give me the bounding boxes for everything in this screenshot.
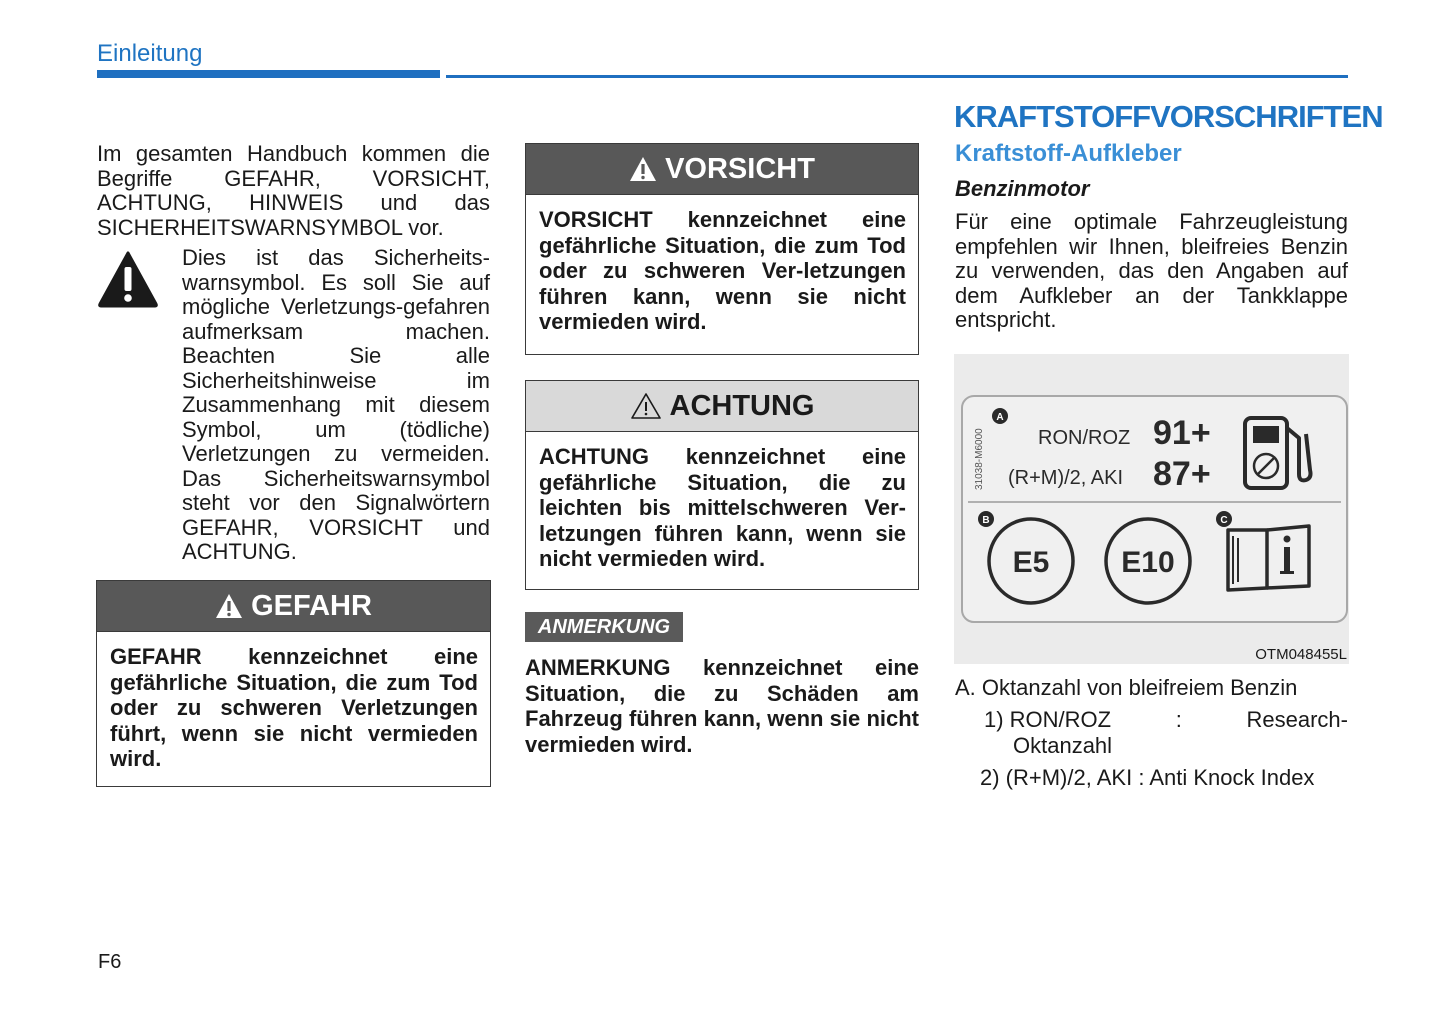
- intro-paragraph: Im gesamten Handbuch kommen die Begriffe GEFAHR, VORSICHT, ACHTUNG, HINWEIS und das SICHERHEITSWARNSYMBOL vor.: [97, 141, 490, 240]
- section-subtitle: Kraftstoff-Aufkleber: [955, 140, 1182, 167]
- legend-a: A. Oktanzahl von bleifreiem Benzin: [955, 675, 1298, 700]
- legend-item-1-term: 1) RON/ROZ: [984, 707, 1112, 732]
- gefahr-box: [96, 580, 491, 787]
- legend-item-1: [984, 707, 1348, 759]
- engine-subtitle: Benzinmotor: [955, 176, 1090, 201]
- vorsicht-header: [526, 144, 918, 195]
- chapter-title: KRAFTSTOFFVORSCHRIFTEN: [954, 99, 1383, 134]
- achtung-header: [526, 381, 918, 432]
- achtung-box: [525, 380, 919, 590]
- vorsicht-title: VORSICHT: [665, 152, 815, 185]
- header-rule-thin: [446, 75, 1348, 78]
- anmerkung-text: ANMERKUNG kennzeichnet eine Situation, die zu Schäden am Fahrzeug führen kann, wenn sie nicht vermieden wird.: [525, 655, 919, 757]
- achtung-text: ACHTUNG kennzeichnet eine gefährliche Situation, die zu leichten bis mittelschweren Ver-letzungen führen kann, wenn sie nicht vermieden wird.: [539, 444, 906, 571]
- ron-value: 91+: [1153, 414, 1211, 452]
- achtung-title: ACHTUNG: [669, 389, 815, 422]
- gefahr-title: GEFAHR: [251, 589, 372, 622]
- marker-b: B: [982, 515, 990, 526]
- legend-item-1-desc: Research-: [1246, 707, 1348, 732]
- vorsicht-text: VORSICHT kennzeichnet eine gefährliche Situation, die zum Tod oder zu schweren Ver-letzungen führen kann, wenn sie nicht vermieden wird.: [539, 207, 906, 334]
- warning-triangle-outline-icon: [630, 392, 662, 420]
- header-rule-thick: [97, 70, 440, 78]
- legend-item-1-separator: :: [1175, 707, 1182, 732]
- fuel-sticker-illustration: [954, 354, 1349, 644]
- section-title: Einleitung: [97, 40, 203, 67]
- e10-label: E10: [1121, 546, 1175, 579]
- safety-symbol-text: Dies ist das Sicherheits-warnsymbol. Es soll Sie auf mögliche Verletzungs-gefahren aufmerksam machen. Beachten Sie alle Sicherheitshinweise im Zusammenhang mit diesem Symbol, um (tödliche) Verletzungen zu vermeiden. Das Sicherheitswarnsymbol steht vor den Signalwörtern GEFAHR, VORSICHT und ACHTUNG.: [182, 245, 490, 564]
- gefahr-header: [97, 581, 490, 632]
- warning-triangle-icon: [215, 593, 243, 619]
- fuel-sticker-figure: [954, 354, 1349, 664]
- fuel-paragraph: Für eine optimale Fahrzeugleistung empfehlen wir Ihnen, bleifreies Benzin zu verwenden, das den Angaben auf dem Aufkleber an der Tankklappe entspricht.: [955, 209, 1348, 332]
- e5-label: E5: [1012, 546, 1050, 579]
- aki-label: (R+M)/2, AKI: [1008, 467, 1124, 489]
- warning-triangle-icon: [629, 156, 657, 182]
- legend-item-2: 2) (R+M)/2, AKI : Anti Knock Index: [980, 765, 1315, 790]
- marker-c: C: [1220, 515, 1228, 526]
- figure-code: OTM048455L: [1255, 646, 1347, 663]
- aki-value: 87+: [1153, 455, 1211, 493]
- ron-label: RON/ROZ: [1038, 427, 1131, 449]
- anmerkung-label: ANMERKUNG: [525, 612, 683, 642]
- legend-item-1-cont: Oktanzahl: [1013, 733, 1113, 758]
- gefahr-text: GEFAHR kennzeichnet eine gefährliche Situation, die zum Tod oder zu schweren Verletzungen führt, wenn sie nicht vermieden wird.: [110, 644, 478, 771]
- sticker-side-code: 31038-M6000: [974, 428, 985, 490]
- page-number: F6: [98, 951, 122, 973]
- vorsicht-box: [525, 143, 919, 355]
- warning-triangle-icon: [97, 250, 159, 308]
- marker-a: A: [996, 412, 1004, 423]
